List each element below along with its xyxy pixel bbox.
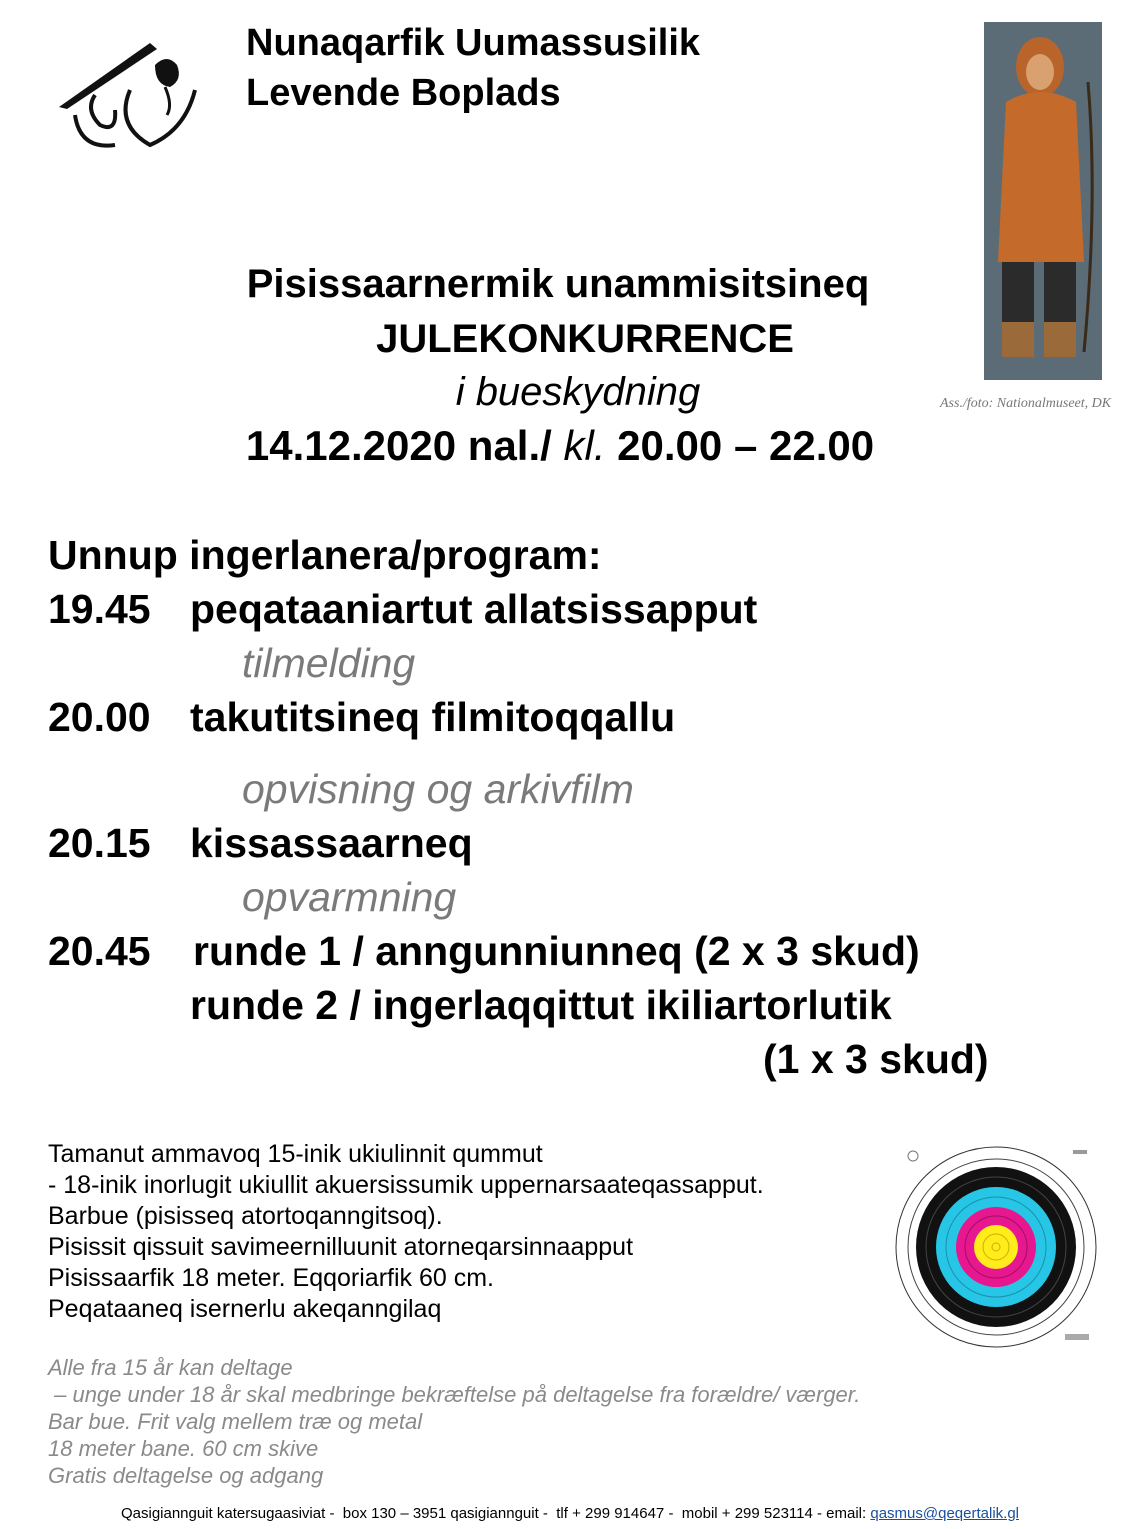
program-round2-line1: runde 2 / ingerlaqqittut ikiliartorlutik (190, 982, 892, 1028)
program-item (48, 586, 757, 633)
event-title-greenlandic: Pisissaarnermik unammisitsineq (246, 262, 870, 306)
program-heading: Unnup ingerlanera/program: (48, 532, 602, 578)
program-item (48, 820, 473, 867)
footer-contact (0, 1505, 1140, 1522)
program-item (48, 928, 920, 975)
event-time-range: 20.00 – 22.00 (617, 422, 875, 469)
event-nal: nal./ (467, 422, 552, 469)
program-time: 20.15 (48, 820, 151, 866)
info-danish-line: Alle fra 15 år kan deltage (48, 1355, 293, 1380)
program-round2-line2: (1 x 3 skud) (763, 1036, 989, 1082)
museum-logo (55, 35, 205, 160)
info-danish-line: Gratis deltagelse og adgang (48, 1463, 324, 1488)
program-text: kissassaarneq (190, 820, 473, 866)
event-title-danish: JULEKONKURRENCE (376, 317, 794, 361)
info-line: - 18-inik inorlugit ukiullit akuersissumik uppernarsaateqassapput. (48, 1171, 764, 1199)
program-time: 19.45 (48, 586, 151, 632)
info-danish-line: 18 meter bane. 60 cm skive (48, 1436, 319, 1461)
archery-target-image (893, 1144, 1099, 1350)
program-text: takutitsineq filmitoqqallu (190, 694, 676, 740)
program-subtitle: tilmelding (242, 640, 416, 686)
footer-email-link[interactable]: qasmus@qeqertalik.gl (870, 1505, 1019, 1522)
program-time: 20.00 (48, 694, 151, 740)
info-line: Pisissaarfik 18 meter. Eqqoriarfik 60 cm. (48, 1264, 494, 1292)
program-time: 20.45 (48, 928, 151, 974)
photo-caption: Ass./foto: Nationalmuseet, DK (940, 396, 1112, 411)
program-subtitle: opvarmning (242, 874, 457, 920)
event-subtitle: i bueskydning (455, 370, 701, 414)
event-date-time (0, 422, 1120, 470)
info-danish-line: – unge under 18 år skal medbringe bekræftelse på deltagelse fra forældre/ værger. (48, 1382, 861, 1407)
info-line: Peqataaneq isernerlu akeqanngilaq (48, 1295, 442, 1323)
info-danish-line: Bar bue. Frit valg mellem træ og metal (48, 1409, 423, 1434)
program-text: runde 1 / anngunniunneq (2 x 3 skud) (193, 928, 920, 974)
info-line: Tamanut ammavoq 15-inik ukiulinnit qummut (48, 1140, 543, 1168)
program-text: peqataaniartut allatsissapput (190, 586, 758, 632)
info-line: Barbue (pisisseq atortoqanngitsoq). (48, 1202, 443, 1230)
footer-text: Qasigiannguit katersugaasiviat - box 130 – 3951 qasigiannguit - tlf + 299 914647 - mobil + 299 523114 - email: (120, 1505, 871, 1522)
org-name-greenlandic: Nunaqarfik Uumassusilik (246, 22, 701, 64)
program-item (48, 694, 675, 741)
event-date: 14.12.2020 (245, 422, 457, 469)
event-kl: kl. (563, 422, 606, 469)
info-line: Pisissit qissuit savimeernilluunit atorneqarsinnaapput (48, 1233, 634, 1261)
program-subtitle: opvisning og arkivfilm (242, 766, 634, 812)
org-name-danish: Levende Boplads (246, 72, 561, 114)
